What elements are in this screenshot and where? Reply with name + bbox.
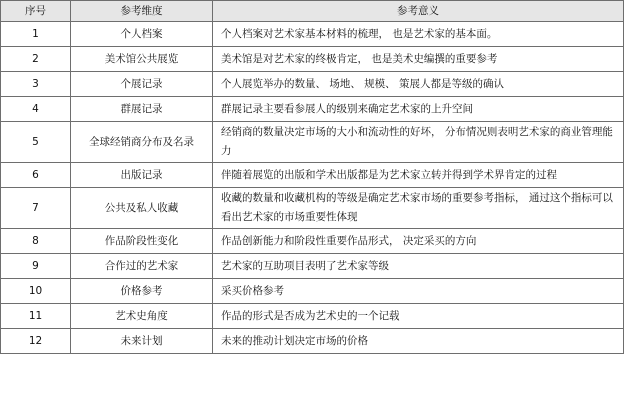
header-meaning: 参考意义 (213, 1, 624, 22)
row-dimension: 出版记录 (71, 163, 213, 188)
table-row (1, 188, 624, 229)
header-index: 序号 (1, 1, 71, 22)
row-meaning: 群展记录主要看参展人的级别来确定艺术家的上升空间 (213, 97, 624, 122)
table-row (1, 22, 624, 47)
row-index: 11 (1, 304, 71, 329)
row-index: 3 (1, 72, 71, 97)
row-dimension: 个展记录 (71, 72, 213, 97)
row-meaning: 艺术家的互助项目表明了艺术家等级 (213, 254, 624, 279)
row-index: 10 (1, 279, 71, 304)
row-index: 2 (1, 47, 71, 72)
row-dimension: 全球经销商分布及名录 (71, 122, 213, 163)
table-row (1, 122, 624, 163)
header-dimension: 参考维度 (71, 1, 213, 22)
row-index: 1 (1, 22, 71, 47)
row-dimension: 美术馆公共展览 (71, 47, 213, 72)
row-dimension: 个人档案 (71, 22, 213, 47)
row-dimension: 公共及私人收藏 (71, 188, 213, 229)
row-meaning: 伴随着展览的出版和学术出版都是为艺术家立转并得到学术界肯定的过程 (213, 163, 624, 188)
row-index: 5 (1, 122, 71, 163)
row-dimension: 作品阶段性变化 (71, 229, 213, 254)
table-row (1, 279, 624, 304)
row-meaning: 经销商的数量决定市场的大小和流动性的好坏， 分布情况则表明艺术家的商业管理能力 (213, 122, 624, 163)
row-meaning: 未来的推动计划决定市场的价格 (213, 329, 624, 354)
table-header-row (1, 1, 624, 22)
row-meaning: 个人展览举办的数量、 场地、 规模、 策展人都是等级的确认 (213, 72, 624, 97)
row-index: 7 (1, 188, 71, 229)
table-row (1, 72, 624, 97)
table-row (1, 97, 624, 122)
row-meaning: 采买价格参考 (213, 279, 624, 304)
row-dimension: 价格参考 (71, 279, 213, 304)
row-meaning: 美术馆是对艺术家的终极肯定， 也是美术史编撰的重要参考 (213, 47, 624, 72)
row-dimension: 艺术史角度 (71, 304, 213, 329)
table-row (1, 304, 624, 329)
row-meaning: 个人档案对艺术家基本材料的梳理， 也是艺术家的基本面。 (213, 22, 624, 47)
row-meaning: 作品的形式是否成为艺术史的一个记载 (213, 304, 624, 329)
row-index: 4 (1, 97, 71, 122)
row-dimension: 未来计划 (71, 329, 213, 354)
row-index: 6 (1, 163, 71, 188)
table-row (1, 163, 624, 188)
table-row (1, 47, 624, 72)
row-index: 9 (1, 254, 71, 279)
table-row (1, 329, 624, 354)
row-meaning: 作品创新能力和阶段性重要作品形式， 决定采买的方向 (213, 229, 624, 254)
row-index: 8 (1, 229, 71, 254)
table-row (1, 229, 624, 254)
table-row (1, 254, 624, 279)
row-dimension: 合作过的艺术家 (71, 254, 213, 279)
row-meaning: 收藏的数量和收藏机构的等级是确定艺术家市场的重要参考指标， 通过这个指标可以看出艺术家的市场重要性体现 (213, 188, 624, 229)
row-dimension: 群展记录 (71, 97, 213, 122)
row-index: 12 (1, 329, 71, 354)
